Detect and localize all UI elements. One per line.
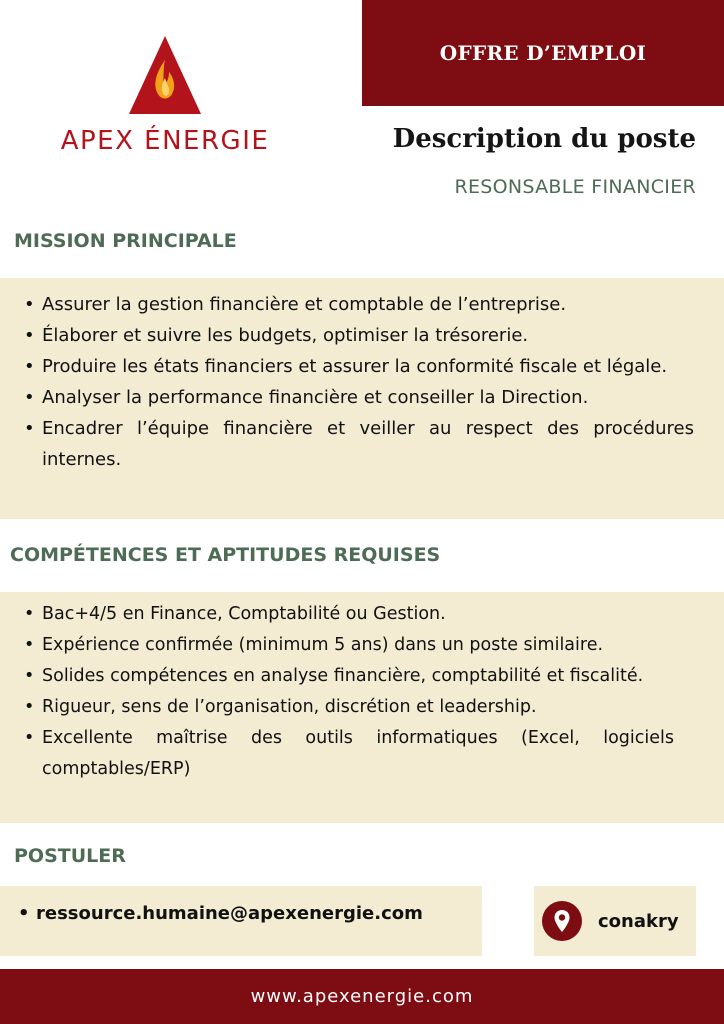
job-offer-banner — [362, 0, 724, 106]
page-title: Description du poste — [392, 124, 696, 154]
company-logo — [40, 30, 290, 160]
footer — [0, 969, 724, 1024]
mission-panel — [0, 278, 724, 519]
list-item: • Solides compétences en analyse financière, comptabilité et fiscalité. — [22, 661, 674, 692]
mission-list — [22, 289, 694, 475]
apply-heading: POSTULER — [14, 845, 126, 867]
list-item: • Rigueur, sens de l’organisation, discrétion et leadership. — [22, 692, 674, 723]
location-panel — [534, 886, 696, 956]
website-link[interactable]: www.apexenergie.com — [250, 986, 474, 1007]
list-item: • Encadrer l’équipe financière et veiller au respect des procédures internes. — [22, 413, 694, 475]
location-pin-icon — [542, 901, 582, 941]
email-link[interactable]: • ressource.humaine@apexenergie.com — [16, 898, 482, 929]
list-item: • Élaborer et suivre les budgets, optimiser la trésorerie. — [22, 320, 694, 351]
flame-triangle-logo-icon — [125, 34, 205, 116]
list-item: • Analyser la performance financière et conseiller la Direction. — [22, 382, 694, 413]
list-item: • Produire les états financiers et assurer la conformité fiscale et légale. — [22, 351, 694, 382]
company-name: APEX ÉNERGIE — [60, 126, 270, 156]
list-item: • Bac+4/5 en Finance, Comptabilité ou Gestion. — [22, 599, 674, 630]
list-item: • Expérience confirmée (minimum 5 ans) dans un poste similaire. — [22, 630, 674, 661]
skills-heading: COMPÉTENCES ET APTITUDES REQUISES — [10, 544, 441, 566]
skills-panel — [0, 592, 724, 823]
banner-label: OFFRE D’EMPLOI — [439, 41, 647, 65]
list-item: • Assurer la gestion financière et comptable de l’entreprise. — [22, 289, 694, 320]
mission-heading: MISSION PRINCIPALE — [14, 230, 237, 252]
email-list — [16, 898, 482, 929]
list-item: • Excellente maîtrise des outils informatiques (Excel, logiciels comptables/ERP) — [22, 723, 674, 785]
city-label: conakry — [598, 910, 679, 932]
skills-list — [22, 599, 674, 785]
email-panel — [0, 886, 482, 956]
job-title: RESONSABLE FINANCIER — [454, 176, 696, 198]
